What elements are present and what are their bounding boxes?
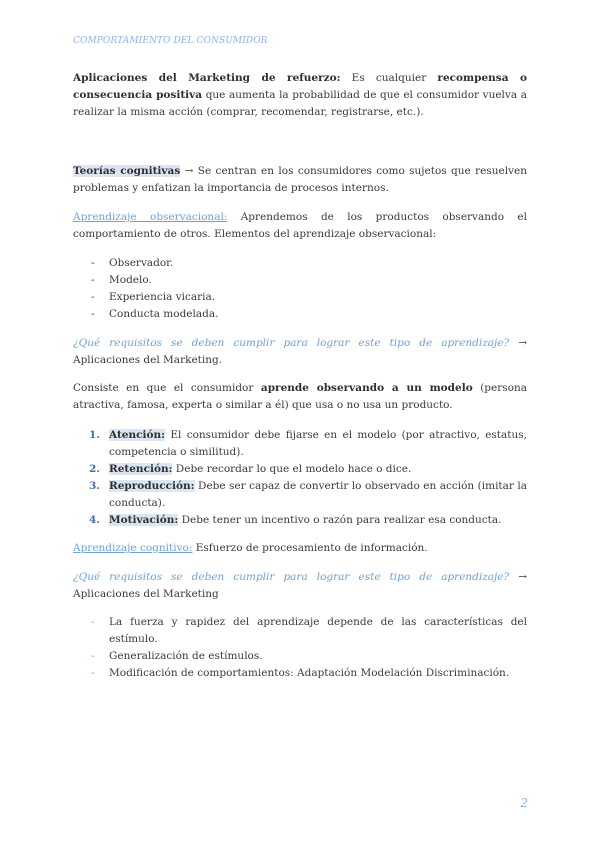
- cognitive-learning-heading: Aprendizaje cognitivo:: [73, 542, 193, 554]
- list-item: 3. Reproducción: Debe ser capaz de convertir lo observado en acción (imitar la conducta).: [89, 480, 527, 509]
- list-item: - Modelo.: [91, 274, 152, 286]
- observational-heading: Aprendizaje observacional:: [73, 211, 228, 223]
- intro-paragraph: Aplicaciones del Marketing de refuerzo: Es cualquier recompensa o consecuencia positiva que aumenta la probabilidad de que el consumidor vuelva a realizar la misma acción (comprar, recomendar, registrarse, etc.).: [73, 72, 528, 118]
- observational-steps-list: [73, 427, 527, 529]
- consist-emphasis: aprende observando a un modelo: [260, 382, 473, 394]
- list-item: - Modificación de comportamientos: Adaptación Modelación Discriminación.: [91, 667, 510, 679]
- cognitive-question-paragraph: ¿Qué requisitos se deben cumplir para lograr este tipo de aprendizaje? → Aplicaciones del Marketing: [73, 571, 527, 600]
- cognitive-learning-list: [73, 614, 527, 682]
- list-item: - Experiencia vicaria.: [91, 291, 216, 303]
- requirements-question: ¿Qué requisitos se deben cumplir para lograr este tipo de aprendizaje?: [73, 571, 510, 583]
- list-item: 2. Retención: Debe recordar lo que el modelo hace o dice.: [89, 463, 412, 475]
- observational-elements-list: [73, 255, 527, 323]
- list-item: - La fuerza y rapidez del aprendizaje depende de las características del estímulo.: [91, 616, 527, 645]
- intro-heading: Aplicaciones del Marketing de refuerzo:: [73, 72, 341, 84]
- observational-paragraph: Aprendizaje observacional: Aprendemos de los productos observando el comportamiento de otros. Elementos del aprendizaje observacional:: [73, 211, 527, 240]
- page-number: 2: [520, 796, 528, 810]
- list-item: 4. Motivación: Debe tener un incentivo o razón para realizar esa conducta.: [89, 514, 502, 526]
- cognitive-theories-heading: Teorías cognitivas: [73, 165, 181, 177]
- list-item: - Generalización de estímulos.: [91, 650, 263, 662]
- observational-question-paragraph: ¿Qué requisitos se deben cumplir para lograr este tipo de aprendizaje? → Aplicaciones del Marketing.: [73, 337, 527, 366]
- observational-consist-paragraph: Consiste en que el consumidor aprende observando a un modelo (persona atractiva, famosa, experta o similar a él) que usa o no usa un producto.: [73, 382, 527, 411]
- requirements-question: ¿Qué requisitos se deben cumplir para lograr este tipo de aprendizaje?: [73, 337, 510, 349]
- intro-emphasis: recompensa o consecuencia positiva: [73, 72, 528, 101]
- running-header: COMPORTAMIENTO DEL CONSUMIDOR: [73, 36, 268, 46]
- list-item: 1. Atención: El consumidor debe fijarse en el modelo (por atractivo, estatus, competencia o similitud).: [89, 429, 527, 458]
- cognitive-theories-paragraph: Teorías cognitivas → Se centran en los consumidores como sujetos que resuelven problemas y enfatizan la importancia de procesos internos.: [73, 165, 527, 194]
- cognitive-learning-paragraph: Aprendizaje cognitivo: Esfuerzo de procesamiento de información.: [73, 542, 428, 554]
- list-item: - Conducta modelada.: [91, 308, 219, 320]
- list-item: - Observador.: [91, 257, 174, 269]
